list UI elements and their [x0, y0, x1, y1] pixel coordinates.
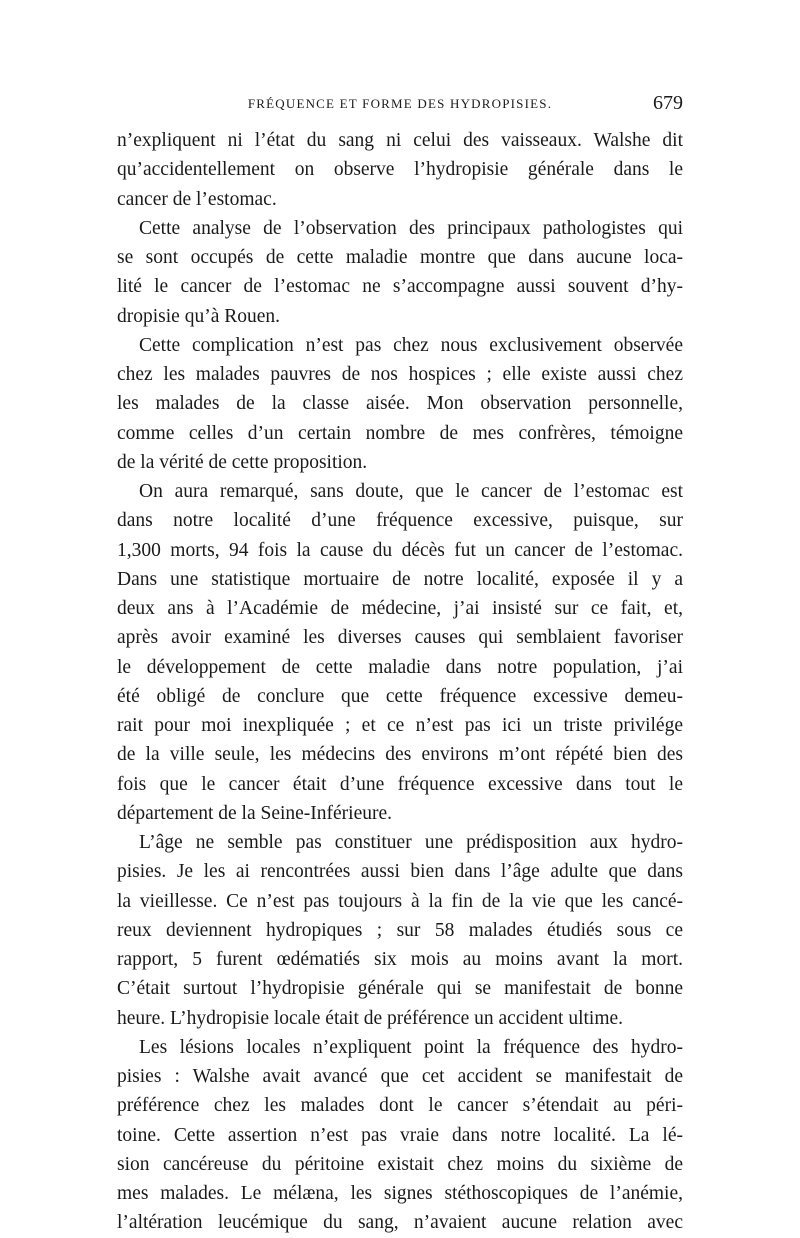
text-line: Dans une statistique mortuaire de notre localité, exposée il y a	[117, 568, 683, 590]
text-line: de la vérité de cette proposition.	[117, 451, 368, 473]
text-line: C’était surtout l’hydropisie générale qui se manifestait de bonne	[117, 978, 683, 1000]
page-number: 679	[653, 92, 683, 114]
text-line: Cette complication n’est pas chez nous exclusivement observée	[139, 334, 683, 356]
text-line: comme celles d’un certain nombre de mes confrères, témoigne	[117, 422, 683, 444]
text-line: chez les malades pauvres de nos hospices ; elle existe aussi chez	[117, 364, 683, 385]
text-line: dropisie qu’à Rouen.	[117, 305, 281, 327]
text-line: mes malades. Le mélæna, les signes stéthoscopiques de l’anémie,	[117, 1183, 683, 1204]
running-head	[117, 92, 683, 120]
text-line: rapport, 5 furent œdématiés six mois au moins avant la mort.	[117, 949, 683, 970]
text-line: reux deviennent hydropiques ; sur 58 malades étudiés sous ce	[117, 919, 683, 941]
running-title: FRÉQUENCE ET FORME DES HYDROPISIES.	[247, 96, 553, 111]
text-line: été obligé de conclure que cette fréquence excessive demeu-	[117, 685, 683, 707]
text-line: le développement de cette maladie dans notre population, j’ai	[117, 656, 683, 678]
text-line: deux ans à l’Académie de médecine, j’ai insisté sur ce fait, et,	[117, 598, 683, 619]
text-line: préférence chez les malades dont le cancer s’étendait au péri-	[117, 1095, 683, 1117]
text-line: toine. Cette assertion n’est pas vraie dans notre localité. La lé-	[117, 1124, 683, 1146]
text-line: fois que le cancer était d’une fréquence excessive dans tout le	[117, 773, 683, 795]
text-line: sion cancéreuse du péritoine existait chez moins du sixième de	[117, 1153, 683, 1175]
text-line: qu’accidentellement on observe l’hydropisie générale dans le	[117, 159, 683, 181]
text-line: L’âge ne semble pas constituer une prédisposition aux hydro-	[139, 832, 683, 853]
text-line: 1,300 morts, 94 fois la cause du décès fut un cancer de l’estomac.	[117, 539, 683, 561]
text-line: heure. L’hydropisie locale était de préférence un accident ultime.	[117, 1007, 624, 1029]
body-text	[117, 126, 683, 1238]
text-line: lité le cancer de l’estomac ne s’accompagne aussi souvent d’hy-	[117, 276, 683, 298]
text-line: de la ville seule, les médecins des environs m’ont répété bien des	[117, 744, 683, 766]
text-line: l’altération leucémique du sang, n’avaient aucune relation avec	[117, 1212, 683, 1234]
text-line: la vieillesse. Ce n’est pas toujours à la fin de la vie que les cancé-	[117, 890, 683, 912]
text-line: rait pour moi inexpliquée ; et ce n’est pas ici un triste privilége	[117, 715, 683, 736]
text-line: se sont occupés de cette maladie montre que dans aucune loca-	[117, 247, 683, 268]
text-line: après avoir examiné les diverses causes qui semblaient favoriser	[117, 627, 683, 649]
text-line: département de la Seine-Inférieure.	[117, 802, 393, 824]
text-line: Les lésions locales n’expliquent point la fréquence des hydro-	[139, 1036, 683, 1058]
text-line: n’expliquent ni l’état du sang ni celui des vaisseaux. Walshe dit	[117, 130, 683, 151]
text-line: Cette analyse de l’observation des principaux pathologistes qui	[139, 217, 683, 239]
text-line: On aura remarqué, sans doute, que le cancer de l’estomac est	[139, 481, 683, 502]
text-line: les malades de la classe aisée. Mon observation personnelle,	[117, 393, 683, 415]
text-line: pisies : Walshe avait avancé que cet accident se manifestait de	[117, 1066, 683, 1087]
text-line: dans notre localité d’une fréquence excessive, puisque, sur	[117, 510, 683, 532]
text-line: cancer de l’estomac.	[117, 188, 277, 210]
text-line: pisies. Je les ai rencontrées aussi bien dans l’âge adulte que dans	[117, 861, 683, 883]
